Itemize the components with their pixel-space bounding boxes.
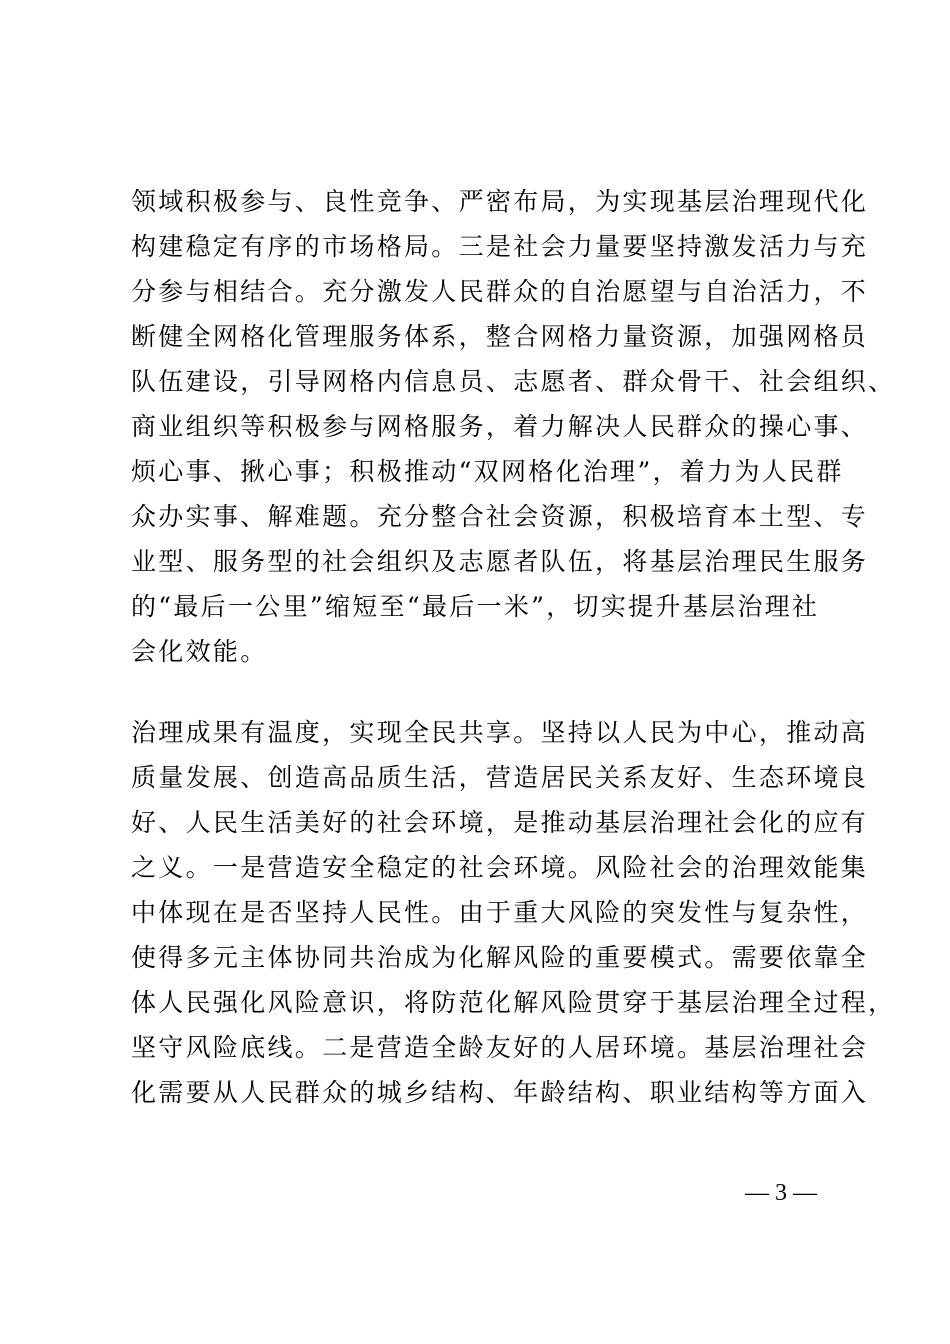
text-line: 化需要从人民群众的城乡结构、年龄结构、职业结构等方面入 (131, 1078, 869, 1107)
text-line: 坚守风险底线。二是营造全龄友好的人居环境。基层治理社会 (131, 1033, 869, 1062)
text-line: 断健全网格化管理服务体系，整合网格力量资源，加强网格员 (131, 322, 869, 351)
text-line: 好、人民生活美好的社会环境，是推动基层治理社会化的应有 (131, 808, 869, 837)
text-line: 业型、服务型的社会组织及志愿者队伍，将基层治理民生服务 (131, 547, 869, 576)
text-line: 会化效能。 (131, 637, 268, 666)
text-line: 队伍建设，引导网格内信息员、志愿者、群众骨干、社会组织、 (131, 367, 896, 396)
page-number: — 3 — (745, 1180, 817, 1206)
text-line: 商业组织等积极参与网格服务，着力解决人民群众的操心事、 (131, 412, 869, 441)
text-line: 分参与相结合。充分激发人民群众的自治愿望与自治活力，不 (131, 277, 869, 306)
text-line: 质量发展、创造高品质生活，营造居民关系友好、生态环境良 (131, 763, 869, 792)
text-line: 之义。一是营造安全稳定的社会环境。风险社会的治理效能集 (131, 853, 869, 882)
text-line: 众办实事、解难题。充分整合社会资源，积极培育本土型、专 (131, 502, 869, 531)
text-line: 治理成果有温度，实现全民共享。坚持以人民为中心，推动高 (131, 718, 869, 747)
text-line: 的“最后一公里”缩短至“最后一米”，切实提升基层治理社 (131, 592, 820, 621)
text-line: 领域积极参与、良性竞争、严密布局，为实现基层治理现代化 (131, 187, 869, 216)
text-line: 体人民强化风险意识，将防范化解风险贯穿于基层治理全过程， (131, 988, 896, 1017)
text-line: 中体现在是否坚持人民性。由于重大风险的突发性与复杂性， (131, 898, 869, 927)
text-line: 烦心事、揪心事；积极推动“双网格化治理”，着力为人民群 (131, 457, 844, 486)
text-line: 使得多元主体协同共治成为化解风险的重要模式。需要依靠全 (131, 943, 869, 972)
text-line: 构建稳定有序的市场格局。三是社会力量要坚持激发活力与充 (131, 232, 869, 261)
